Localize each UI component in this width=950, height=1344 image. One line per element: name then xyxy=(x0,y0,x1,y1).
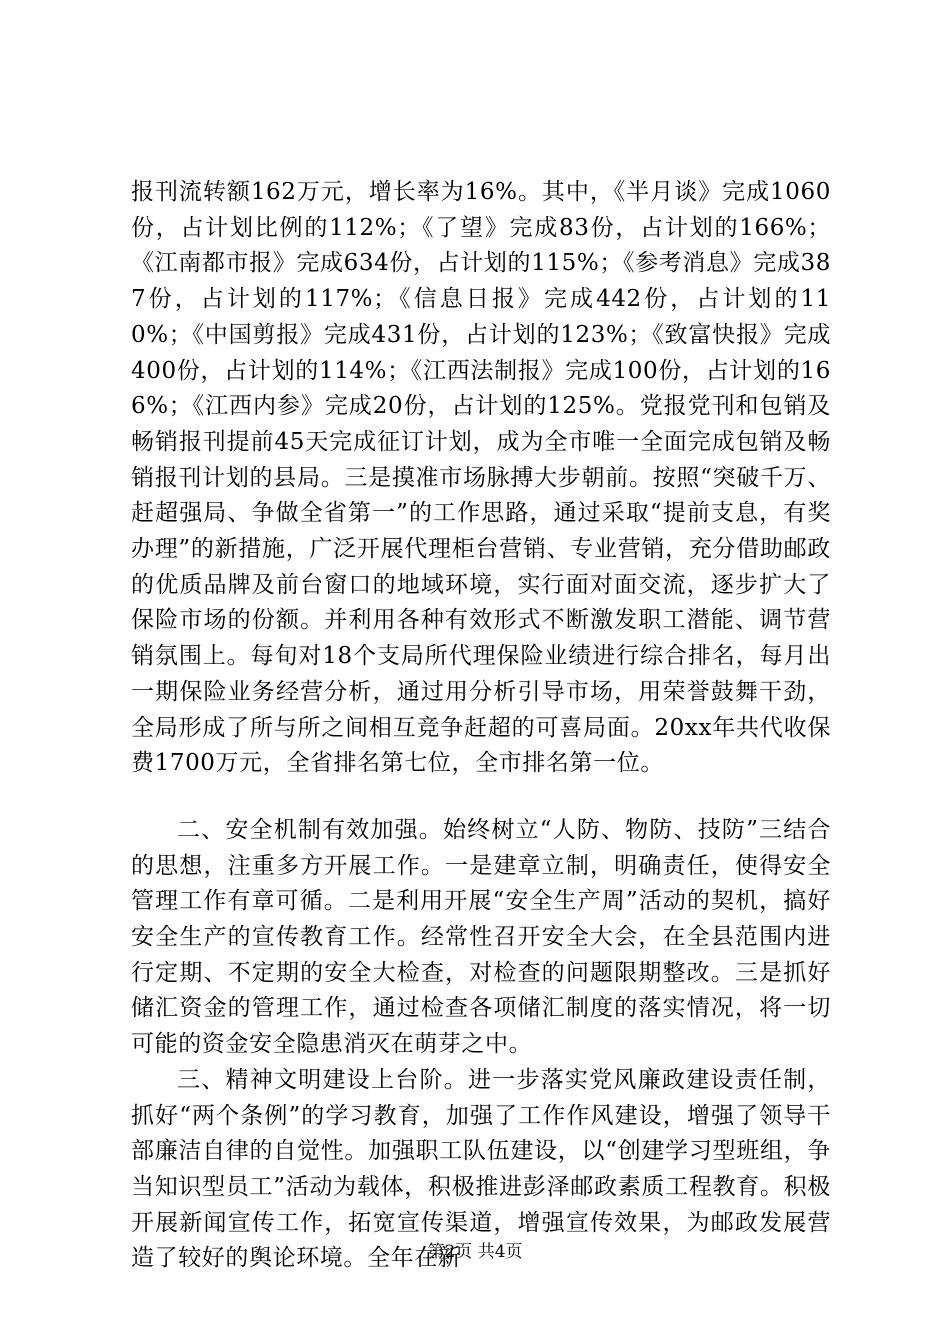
paragraph-safety-mechanism: 二、安全机制有效加强。始终树立“人防、物防、技防”三结合的思想，注重多方开展工作。一是建章立制，明确责任，使得安全管理工作有章可循。二是利用开展“安全生产周”活动的契机，搞好安全生产的宣传教育工作。经常性召开安全大会，在全县范围内进行定期、不定期的安全大检查，对检查的问题限期整改。三是抓好储汇资金的管理工作，通过检查各项储汇制度的落实情况，将一切可能的资金安全隐患消灭在萌芽之中。 xyxy=(131,816,831,1058)
document-body xyxy=(131,175,831,1277)
page-number-footer: 第2页 共4页 xyxy=(427,1242,523,1262)
paragraph-spiritual-civilization: 三、精神文明建设上台阶。进一步落实党风廉政建设责任制，抓好“两个条例”的学习教育，加强了工作作风建设，增强了领导干部廉洁自律的自觉性。加强职工队伍建设，以“创建学习型班组，争当知识型员工”活动为载体，积极推进彭泽邮政素质工程教育。积极开展新闻宣传工作，拓宽宣传渠道，增强宣传效果，为邮政发展营造了较好的舆论环境。全年在新 xyxy=(131,1066,831,1272)
paragraph-business-results: 报刊流转额162万元，增长率为16%。其中，《半月谈》完成1060份，占计划比例的112%；《了望》完成83份，占计划的166%；《江南都市报》完成634份，占计划的115%；《参考消息》完成387份，占计划的117%；《信息日报》完成442份，占计划的110%；《中国剪报》完成431份，占计划的123%；《致富快报》完成400份，占计划的114%；《江西法制报》完成100份，占计划的166%；《江西内参》完成20份，占计划的125%。党报党刊和包销及畅销报刊提前45天完成征订计划，成为全市唯一全面完成包销及畅销报刊计划的县局。三是摸准市场脉搏大步朝前。按照“突破千万、赶超强局、争做全省第一”的工作思路，通过采取“提前支息，有奖办理”的新措施，广泛开展代理柜台营销、专业营销，充分借助邮政的优质品牌及前台窗口的地域环境，实行面对面交流，逐步扩大了保险市场的份额。并利用各种有效形式不断激发职工潜能、调节营销氛围上。每旬对18个支局所代理保险业绩进行综合排名，每月出一期保险业务经营分析，通过用分析引导市场，用荣誉鼓舞干劲，全局形成了所与所之间相互竞争赶超的可喜局面。20xx年共代收保费1700万元，全省排名第七位，全市排名第一位。 xyxy=(131,179,831,777)
